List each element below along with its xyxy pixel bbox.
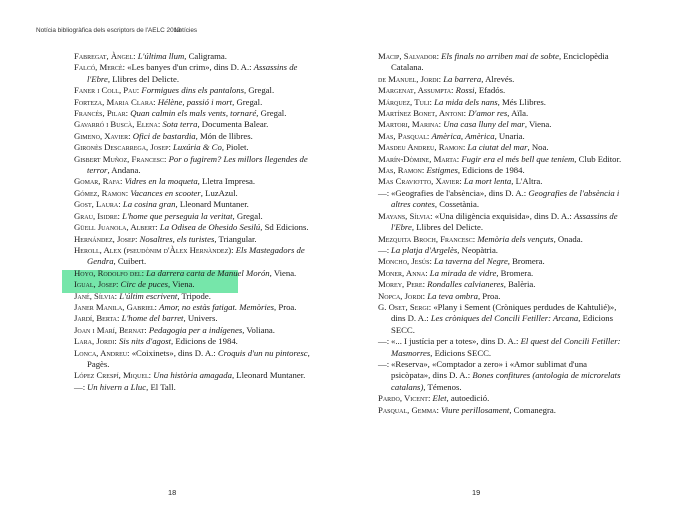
book-title: Amèrica, Amèrica (431, 130, 495, 141)
bibliography-entry (74, 348, 312, 371)
publisher-text: , Unaria. (494, 130, 525, 141)
book-title: Fugir era el més bell que teníem (461, 153, 575, 164)
author-name: Mas, Pasqual: (378, 130, 430, 141)
book-title: Ofici de bastardia (132, 130, 196, 141)
book-title: Les cròniques del Concili Fetiller: Arcana (430, 313, 579, 324)
book-title: Bones confitures (antologia de microrelats catalans) (391, 370, 621, 392)
book-title: Nosaltres, els turistes (139, 233, 215, 244)
book-title: Assassins de l'Ebre (87, 62, 298, 84)
bibliography-entry (74, 313, 312, 324)
publisher-text: , Balèria. (503, 279, 536, 290)
author-name: López Crespí, Miquel: (74, 370, 152, 381)
publisher-text: , Gregal. (232, 210, 263, 221)
author-name: Grau, Isidre: (74, 210, 120, 221)
publisher-text: , Bromera. (507, 256, 545, 267)
left-folio: 18 (168, 488, 177, 497)
publisher-text: , Lleonard Muntaner. (175, 199, 249, 210)
book-title: Sis nits d'agost (118, 336, 172, 347)
publisher-text: , Lleonard Muntaner. (231, 370, 306, 381)
author-name: Pardo, Vicent: (378, 393, 431, 404)
publisher-text: , Edicions SECC. (391, 313, 614, 335)
book-title: Vacances en scooter (130, 187, 201, 198)
publisher-text: , El Tall. (146, 381, 176, 392)
bibliography-entry (378, 279, 624, 290)
publisher-text: , Triangular. (214, 233, 257, 244)
bibliography-entry (74, 211, 312, 222)
author-name: Masdeu Andreu, Ramon: (378, 142, 466, 153)
author-name: Fabregat, Àngel: (74, 51, 136, 61)
book-title: Elet (432, 393, 447, 404)
contribution-text: «Reserva», «Comptador a zero» i «Amor sublimat d'una psicòpata», dins D. A.: (391, 358, 588, 381)
book-title: La mort lenta (463, 176, 512, 187)
bibliography-entry (378, 108, 624, 119)
book-title: L'últim escrivent (119, 290, 178, 301)
book-title: L'home del barret (121, 313, 184, 324)
bibliography-entry (378, 393, 624, 404)
bibliography-entry (378, 51, 624, 74)
author-name: Morey, Pere: (378, 279, 425, 290)
bibliography-entry (74, 234, 312, 245)
author-name: Gómez, Ramon: (74, 187, 129, 198)
book-title: Assassins de l'Ebre (391, 210, 618, 233)
bibliography-entry (74, 325, 312, 336)
author-name: Macip, Salvador: (378, 51, 439, 61)
book-title: El quest del Concili Fetiller: Masmorres (391, 336, 621, 358)
author-name: Margenat, Assumpta: (378, 85, 454, 96)
publisher-text: , LuzAzul. (200, 187, 238, 198)
book-title: La mirada de vidre (429, 267, 497, 278)
book-title: La darrera carta de Manuel Morón (146, 267, 270, 278)
bibliography-entry (74, 370, 312, 381)
book-title: D'amor res (468, 108, 508, 119)
book-title: Pedagogia per a indígenes (148, 324, 243, 335)
publisher-text: , Llibres del Delicte. (107, 73, 180, 84)
bibliography-entry (378, 291, 624, 302)
entry-dash: —: (378, 358, 390, 369)
publisher-text: , Cuibert. (113, 256, 147, 267)
author-name: Hoyo, Rodolfo del: (74, 267, 144, 278)
publisher-text: , Bromera. (496, 267, 534, 278)
bibliography-entry (74, 85, 312, 96)
book-title: Rossi (455, 85, 475, 96)
left-entry-list (74, 51, 312, 393)
bibliography-entry (74, 97, 312, 108)
author-name: Jardí, Berta: (74, 313, 120, 324)
book-title: Rondalles calvianeres (427, 279, 504, 290)
publisher-text: , Andana. (107, 165, 141, 176)
publisher-text: , Caligrama. (184, 51, 227, 61)
book-title: Geografies de l'absència i altres contes (391, 187, 620, 210)
book-title: Els Mastegadors de Gendra (87, 244, 305, 267)
bibliography-entry (378, 119, 624, 130)
bibliography-entry (74, 108, 312, 119)
bibliography-entry (74, 119, 312, 130)
publisher-text: , Edicions de 1984. (457, 165, 525, 176)
author-name: Gomar, Rafa: (74, 176, 123, 187)
contribution-text: «Les banyes d'un crim», dins D. A.: (127, 62, 252, 73)
entry-dash: —: (378, 336, 390, 347)
bibliography-entry (378, 336, 624, 359)
book-title: La taverna del Negre (434, 256, 508, 267)
publisher-text: , Gregal. (256, 108, 287, 119)
publisher-text: , Tripode. (177, 290, 211, 301)
book-title: Memòria dels vençuts (477, 233, 554, 244)
author-name: Lara, Jordi: (74, 336, 117, 347)
publisher-text: , Aïla. (507, 108, 529, 119)
bibliography-entry (74, 142, 312, 153)
publisher-text: , Edicions de 1984. (171, 336, 238, 347)
contribution-text: «... I justícia per a totes», dins D. A.: (391, 336, 519, 347)
author-name: Güell Juanola, Albert: (74, 222, 158, 233)
book-title: Circ de puces (120, 279, 168, 290)
bibliography-entry (74, 302, 312, 313)
right-folio: 19 (472, 488, 481, 497)
book-title: La teva ombra (427, 290, 478, 301)
publisher-text: , Efadós. (474, 85, 506, 96)
contribution-text: «Plany i Sement (Cròniques perdudes de Kahtulié)», dins D. A.: (391, 301, 617, 324)
publisher-text: , L'Altra. (511, 176, 543, 187)
bibliography-entry (378, 154, 624, 165)
author-name: Mas, Ramon: (378, 165, 425, 176)
publisher-text: , Noa. (527, 142, 549, 153)
publisher-text: , Club Editor. (574, 153, 622, 164)
book-title: Una casa lluny del mar (443, 119, 525, 130)
bibliography-entry (74, 188, 312, 199)
publisher-text: , Documenta Balear. (197, 119, 269, 130)
publisher-text: , Més Llibres. (497, 96, 546, 107)
author-name: Moncho, Jesús: (378, 256, 432, 267)
contribution-text: «Coixinets», dins D. A.: (131, 347, 216, 358)
bibliography-entry (74, 176, 312, 187)
publisher-text: , Món de llibres. (195, 130, 253, 141)
contribution-text: «Una diligència exquisida», dins D. A.: (434, 210, 572, 221)
book-title: L'home que perseguia la veritat (122, 210, 233, 221)
book-title: Estigmes (426, 165, 458, 176)
author-name: Heroll, Alex (pseudònim d'Àlex Hernàndez): (74, 244, 234, 255)
author-name: Hernández, Josep: (74, 233, 138, 244)
book-title: L'última llum (137, 51, 185, 61)
publisher-text: , Cossetània. (434, 199, 479, 210)
publisher-text: , Comanegra. (509, 404, 556, 415)
bibliography-entry (74, 245, 312, 268)
publisher-text: , Lletra Impresa. (197, 176, 256, 187)
author-name: Marín-Dòmine, Marta: (378, 153, 460, 164)
book-title: La Odisea de Ohesido Sesilú (159, 222, 261, 233)
author-name: Igual, Josep: (74, 279, 119, 290)
entry-dash: —: (378, 187, 390, 198)
publisher-text: , Viena. (269, 267, 297, 278)
author-name: Jané, Sílvia: (74, 290, 118, 301)
publisher-text: , Gregal. (232, 96, 263, 107)
publisher-text: , Témenos. (423, 381, 462, 392)
bibliography-entry (74, 51, 312, 62)
right-entry-list (378, 51, 624, 416)
book-title: Croquis d'un nu pintoresc (217, 347, 308, 358)
bibliography-entry (378, 359, 624, 393)
bibliography-entry (74, 131, 312, 142)
book-title: Vidres en la moqueta (124, 176, 198, 187)
bibliography-entry (378, 97, 624, 108)
book-title: La mida dels nans (434, 96, 498, 107)
publisher-text: , Edicions SECC. (430, 347, 492, 358)
author-name: Gimeno, Xavier: (74, 130, 131, 141)
bibliography-entry (378, 234, 624, 245)
publisher-text: , Alrevés. (481, 73, 515, 84)
book-title: Por o fugirem? Les millors llegendes de terror (87, 153, 308, 176)
bibliography-entry (74, 336, 312, 347)
bibliography-entry (378, 268, 624, 279)
book-title: Una història amagada (153, 370, 232, 381)
author-name: Mas Craviotto, Xavier: (378, 176, 462, 187)
book-title: Formigues dins els pantalons (141, 85, 244, 96)
book-title: La cosina gran (122, 199, 176, 210)
publisher-text: , Onada. (553, 233, 583, 244)
bibliography-entry (378, 85, 624, 96)
book-title: Sota terra (162, 119, 198, 130)
publisher-text: , Piolet. (221, 142, 249, 153)
bibliography-entry (378, 256, 624, 267)
publisher-text: , Proa. (274, 301, 297, 312)
author-name: Faner i Coll, Pau: (74, 85, 140, 96)
author-name: Joan i Marí, Bernat: (74, 324, 147, 335)
bibliography-entry (74, 62, 312, 85)
bibliography-entry (74, 279, 312, 290)
bibliography-entry (378, 302, 624, 336)
publisher-text: , autoedició. (446, 393, 490, 404)
bibliography-entry (378, 131, 624, 142)
publisher-text: , Neopàtria. (457, 244, 498, 255)
author-name: Francés, Pilar: (74, 108, 129, 119)
author-name: Pasqual, Gemma: (378, 404, 439, 415)
author-name: de Manuel, Jordi: (378, 73, 442, 84)
bibliography-entry (378, 142, 624, 153)
publisher-text: , Pagès. (87, 347, 310, 369)
bibliography-entry (74, 199, 312, 210)
author-name: Falcó, Mercè: (74, 62, 125, 73)
publisher-text: , Viena. (524, 119, 552, 130)
book-title: Luxúria & Co (173, 142, 222, 153)
publisher-text: , Enciclopèdia Catalana. (391, 51, 609, 73)
bibliography-entry (378, 74, 624, 85)
bibliography-entry (378, 211, 624, 234)
publisher-text: , Sd Edicions. (260, 222, 309, 233)
book-title: Un hivern a Lluc (87, 381, 147, 392)
bibliography-entry (74, 222, 312, 233)
publisher-text: , Viena. (168, 279, 195, 290)
bibliography-entry (74, 382, 312, 393)
author-name: Gost, Laura: (74, 199, 121, 210)
book-title: La ciutat del mar (467, 142, 528, 153)
bibliography-entry (378, 188, 624, 211)
book-title: Hélène, passió i mort (157, 96, 233, 107)
author-name: Moner, Anna: (378, 267, 428, 278)
left-running-head: Notícies (174, 27, 198, 34)
author-name: Mayans, Sílvia: (378, 210, 433, 221)
publisher-text: , Gregal. (243, 85, 275, 96)
author-name: Márquez, Tuli: (378, 96, 432, 107)
entry-dash: —: (378, 244, 390, 255)
right-running-head: Notícia bibliogràfica dels escriptors de l'AELC 2019 (36, 27, 181, 34)
bibliography-entry (74, 291, 312, 302)
book-title: Viure perillosament (441, 404, 510, 415)
author-name: Martori, Marina: (378, 119, 442, 130)
publisher-text: , Proa. (477, 290, 501, 301)
bibliography-entry (378, 165, 624, 176)
book-title: La barrera (443, 73, 482, 84)
author-name: Lonca, Andreu: (74, 347, 130, 358)
book-title: Els finals no arriben mai de sobte (441, 51, 559, 61)
entry-dash: —: (74, 381, 86, 392)
book-title: Amor, no estàs fatigat. Memòries (159, 301, 275, 312)
author-name: G. Oset, Sergi: (378, 301, 432, 312)
author-name: Gavarró i Buscà, Elena: (74, 119, 161, 130)
publisher-text: , Univers. (183, 313, 218, 324)
publisher-text: , Voliana. (242, 324, 275, 335)
author-name: Janer Manila, Gabriel: (74, 301, 157, 312)
bibliography-entry (378, 405, 624, 416)
bibliography-entry (74, 154, 312, 177)
bibliography-entry (378, 245, 624, 256)
book-title: La platja d'Argelès (391, 244, 458, 255)
bibliography-entry (378, 176, 624, 187)
author-name: Gisbert Muñoz, Francesc: (74, 153, 167, 164)
author-name: Forteza, Maria Clara: (74, 96, 156, 107)
author-name: Nopca, Jordi: (378, 290, 426, 301)
contribution-text: «Geografies de l'absència», dins D. A.: (391, 187, 527, 198)
bibliography-entry (74, 268, 312, 279)
publisher-text: , Llibres del Delicte. (411, 222, 484, 233)
author-name: Mezquita Broch, Francesc: (378, 233, 476, 244)
book-title: Quan calmin els mals vents, tornaré (130, 108, 257, 119)
author-name: Martínez Bonet, Antoni: (378, 108, 467, 119)
author-name: Gironès Descarrega, Josep: (74, 142, 171, 153)
